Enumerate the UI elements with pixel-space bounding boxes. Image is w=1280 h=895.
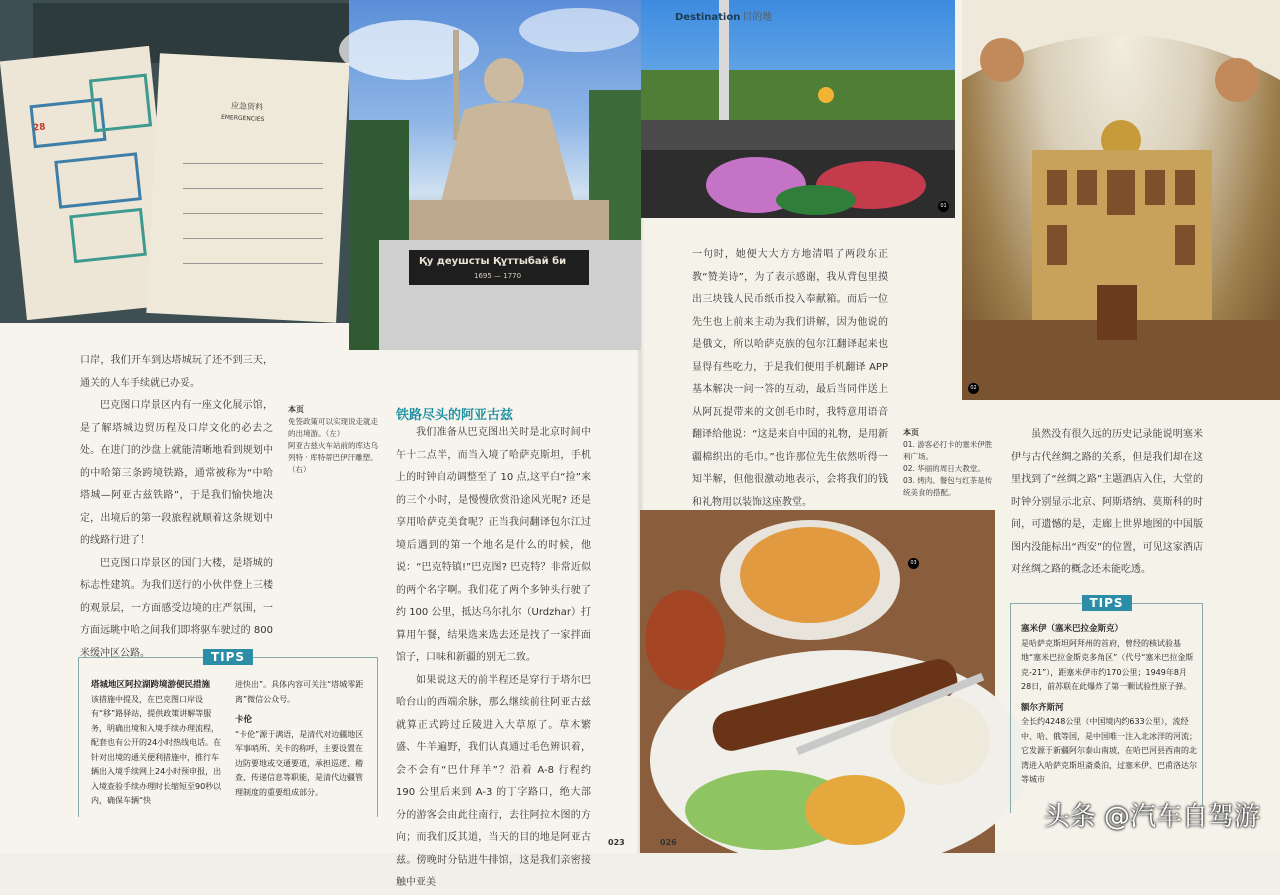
- caption-line: 03. 烤肉、餐包与红茶是传统美食的搭配。: [903, 476, 993, 497]
- photo-number-badge: 03: [908, 558, 919, 569]
- photo-number-badge: 02: [968, 383, 979, 394]
- page-number-left: 023: [608, 838, 625, 847]
- running-header: [675, 8, 772, 23]
- paragraph: 我们准备从巴克图出关时是北京时间中午十二点半，而当入境了哈萨克斯坦，手机上的时钟自动调整至了 10 点,这平白“捡”来的三个小时，是慢慢欣赏沿途风光呢? 还是享用哈萨克美食呢？正当我问翻译包尔江过境后遇到的第一个地名是什么的时候，他说：“巴克特镇!”巴克图? 巴克特？非常近似的两个名字啊。我们花了两个多钟头行驶了约 100 公里，抵达乌尔扎尔（Urdzhar）打算用午餐，结果选来选去还是找了一家拌面馆子，口味和新疆的别无二致。: [396, 427, 591, 663]
- page-number-right: 026: [660, 838, 677, 847]
- running-header-en: Destination: [675, 12, 741, 23]
- tips-text: 全长约4248公里（中国境内约633公里），流经中、哈、俄等国，是中国唯一注入北冰洋的河流；它发源于新疆阿尔泰山南坡，在哈巴河县西南的北湾进入哈萨克斯坦斋桑泊，过塞米伊、巴甫洛达尔等城市: [1021, 717, 1197, 784]
- statue-photo: [349, 0, 641, 350]
- watermark: 头条 @汽车自驾游: [1043, 802, 1260, 832]
- left-column-1: [80, 350, 273, 665]
- paragraph: 口岸，我们开车到达塔城玩了还不到三天，通关的人车手续就已办妥。: [80, 355, 273, 389]
- statue-years: 1695 — 1770: [474, 272, 522, 280]
- passport-page-number: 28: [32, 122, 47, 134]
- church-illustration: [962, 0, 1280, 400]
- paragraph: 一句时，她便大大方方地清唱了两段东正教“赞美诗”，为了表示感谢，我从背包里摸出三块钱人民币纸币投入奉献箱。而后一位先生也上前来主动为我们讲解，因为他说的是俄文，所以哈萨克族的包尔江翻译起来也显得有些吃力，于是我们便用手机翻译 APP 基本解决一问一答的互动，最后当同伴送上从阿瓦提带来的文创毛巾时，我特意用语音翻译给他说：“这是来自中国的礼物，是用新疆棉织出的毛巾。”也许那位先生依然听得一知半解，但他很激动地表示，会将我们的钱和礼物用以装饰这座教堂。: [692, 249, 888, 508]
- caption-line: 阿亚古兹火车站前的库达乌列特 · 库特蒂巴伊汗雕塑。（右）: [288, 441, 378, 474]
- running-header-cn: 目的地: [742, 12, 773, 23]
- caption-line: 01. 游客必打卡的塞米伊胜利广场。: [903, 440, 993, 461]
- paragraph: 如果说这天的前半程还是穿行于塔尔巴哈台山的西端余脉，那么继续前往阿亚古兹就算正式跨过丘陵进入大草原了。草木繁盛、牛羊遍野，我们认真通过毛色辨识着，会不会有“巴什拜羊”？沿着 A-8 行程约 190 公里后来到 A-3 的丁字路口，绝大部分的游客会由此往南行，去往阿拉木图的方向；而我们反其道，当天的目的地是阿亚古兹。傍晚时分钻进牛排馆，这是我们亲密接触中亚美: [396, 674, 591, 888]
- tips-title: 塞米伊（塞米巴拉金斯克）: [1021, 624, 1124, 634]
- passport-label-en: EMERGENCIES: [220, 113, 265, 124]
- photo-number-badge: 01: [938, 201, 949, 212]
- tips-text: 进快出”。具体内容可关注“塔城零距离”微信公众号。: [235, 680, 364, 704]
- passport-label-cn: 应急资料: [230, 101, 264, 112]
- caption-line: 免签政策可以实现说走就走的出境游。（左）: [288, 417, 378, 438]
- tips-title: 卡伦: [235, 715, 253, 725]
- paragraph: 虽然没有很久远的历史记录能说明塞米伊与古代丝绸之路的关系，但是我们却在这里找到了“丝绸之路”主题酒店入住，大堂的时钟分别显示北京、阿斯塔纳、莫斯科的时间，可遗憾的是，走廊上世界地图的中国版图内没能标出“西安”的位置，可见这家酒店对丝绸之路的概念还未能吃透。: [1011, 429, 1203, 575]
- tips-box-left: [78, 650, 378, 817]
- caption-title: 本页: [288, 405, 304, 414]
- tips-badge: TIPS: [203, 649, 253, 665]
- caption-title: 本页: [903, 428, 919, 437]
- right-column-1: [692, 244, 888, 514]
- memorial-photo: [641, 0, 955, 218]
- tips-text: 该措施中提及，在巴克图口岸设有“移”路驿站，提供政策讲解等服务，明确出境和入境手续办理流程，配套也有公开的24小时热线电话。在针对出境的通关便利措施中，推行车辆出入境手续网上24小时预申报，出入境查验手续办理时长缩短至90秒以内，确保车辆“快: [91, 694, 222, 805]
- tips-left-column: [91, 678, 223, 809]
- section-heading: 铁路尽头的阿亚古兹: [396, 408, 514, 423]
- tips-text: “卡伦”源于满语，是清代对边疆地区军事哨所、关卡的称呼，主要设置在边防要地或交通要道，承担巡逻、稽查、传递信息等职能，是清代边疆管理制度的重要组成部分。: [235, 729, 364, 797]
- food-illustration: [640, 510, 995, 853]
- tips-right-column: [235, 678, 367, 800]
- right-column-2: [1011, 424, 1203, 582]
- passport-photo: [0, 0, 380, 320]
- tips-badge: TIPS: [1081, 595, 1131, 611]
- right-photo-caption: [903, 427, 997, 499]
- caption-line: 02. 华丽的周日大教堂。: [903, 464, 985, 473]
- tips-text: 是哈萨克斯坦阿拜州的首府，曾经的核试验基地“塞米巴拉金斯克多角区”（代号“塞米巴拉金斯克-21”），距塞米伊市约170公里；1949年8月28日，前苏联在此爆炸了第一颗试验性原子弹。: [1021, 638, 1194, 691]
- statue-plaque: Қу деушсты Құттыбай би: [419, 256, 567, 267]
- left-column-2: [396, 422, 591, 895]
- left-photo-caption: [288, 404, 380, 476]
- tips-title: 额尔齐斯河: [1021, 702, 1064, 713]
- passport-illustration: [0, 0, 383, 323]
- food-photo: [640, 510, 995, 853]
- tips-box-right: [1010, 596, 1203, 813]
- tips-column: [1021, 622, 1197, 788]
- paragraph: 巴克图口岸景区内有一座文化展示馆，是了解塔城边贸历程及口岸文化的必去之处。在进门的沙盘上就能清晰地看到规划中的中哈第三条跨境铁路，通常被称为“中哈塔城—阿亚古兹铁路”，于是我们愉快地决定，出境后的第一段旅程就顺着这条规划中的线路行进了！: [80, 400, 273, 546]
- memorial-illustration: [641, 0, 955, 218]
- statue-illustration: [349, 0, 641, 350]
- tips-title: 塔城地区阿拉湖跨境游便民措施: [91, 680, 211, 690]
- church-photo: [962, 0, 1280, 400]
- paragraph: 巴克图口岸景区的国门大楼，是塔城的标志性建筑。为我们送行的小伙伴登上三楼的观景层，一方面感受边境的庄严氛围，一方面远眺中哈之间我们即将驱车驶过的 800 米缓冲区公路。: [80, 557, 273, 659]
